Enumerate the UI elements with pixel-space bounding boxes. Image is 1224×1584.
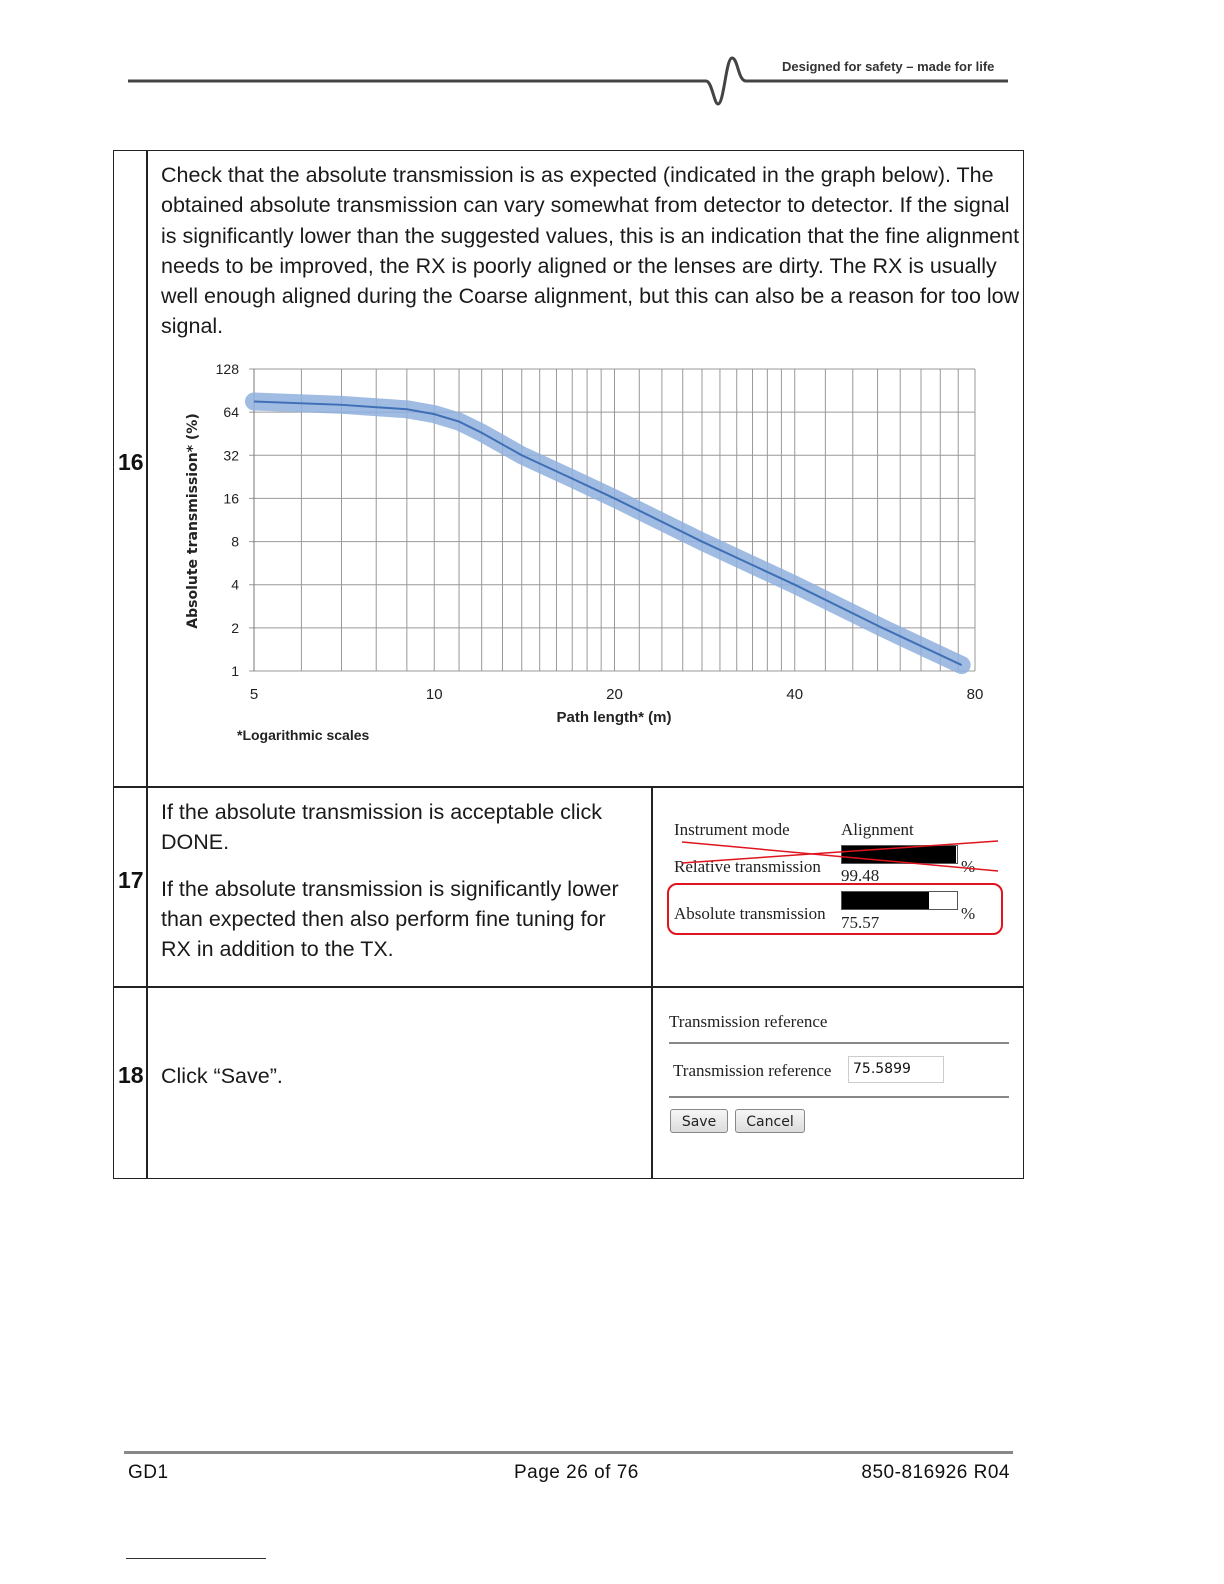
y-tick-label: 32 (223, 447, 239, 464)
scale-note: *Logarithmic scales (237, 727, 370, 743)
step-text: Click “Save”. (161, 1064, 283, 1088)
absolute-transmission-bar (841, 891, 958, 910)
footnote-rule (126, 1558, 266, 1559)
y-tick-label: 16 (223, 490, 239, 507)
relative-transmission-value: 99.48 (841, 866, 880, 885)
save-button[interactable]: Save (670, 1109, 728, 1133)
reference-field-label: Transmission reference (673, 1061, 832, 1080)
step-number: 16 (118, 449, 144, 475)
step-content-cell (146, 786, 653, 988)
series-band (254, 401, 962, 665)
x-tick-label: 20 (606, 686, 623, 703)
step-text: If the absolute transmission is significantly lower than expected then also perform fine tuning for RX in addition to the TX. (161, 876, 619, 962)
y-tick-label: 2 (231, 619, 239, 636)
step-number-cell (113, 150, 148, 788)
footer-doc-id: 850-816926 R04 (861, 1462, 1010, 1483)
absolute-transmission-value: 75.57 (841, 913, 880, 932)
step-number-cell (113, 986, 148, 1179)
transmission-reference-input[interactable]: 75.5899 (848, 1056, 944, 1083)
y-tick-label: 8 (231, 533, 239, 550)
y-tick-label: 64 (223, 404, 239, 421)
y-tick-label: 4 (231, 576, 239, 593)
x-tick-label: 5 (249, 686, 259, 703)
instrument-mode-label: Instrument mode (674, 820, 790, 839)
cancel-button[interactable]: Cancel (735, 1109, 805, 1133)
step-content-cell (146, 986, 653, 1179)
step-number: 17 (118, 867, 144, 893)
y-tick-label: 128 (215, 361, 239, 377)
header-rule (0, 0, 1224, 120)
transmission-chart (177, 356, 1017, 756)
percent-unit: % (961, 904, 976, 923)
y-axis-label: Absolute transmission* (%) (185, 413, 201, 629)
relative-transmission-label: Relative transmission (674, 857, 821, 876)
x-tick-label: 10 (425, 686, 443, 703)
x-tick-label: 40 (786, 686, 804, 703)
divider (669, 1096, 1009, 1098)
reference-screenshot (651, 986, 1024, 1179)
absolute-transmission-label: Absolute transmission (674, 904, 826, 923)
step-text: Check that the absolute transmission is as expected (indicated in the graph below). The obtained absolute transmission can vary somewhat from detector to detector. If the signal is significantly lower than the suggested values, this is an indication that the fine alignment needs to be improved, the RX is poorly aligned or the lenses are dirty. The RX is usually well enough aligned during the Coarse alignment, but this can also be a reason for too low signal. (161, 163, 1020, 339)
strikethrough-cross (652, 837, 1025, 877)
percent-unit: % (961, 857, 976, 876)
header-tagline: Designed for safety – made for life (782, 59, 995, 74)
x-tick-label: 80 (966, 686, 984, 703)
page-number: Page 26 of 76 (514, 1462, 639, 1483)
footer-rule (124, 1451, 1013, 1454)
y-tick-label: 1 (231, 663, 239, 679)
step-text: If the absolute transmission is acceptable click DONE. (161, 800, 602, 855)
footer-doc-name: GD1 (128, 1462, 169, 1483)
x-axis-label: Path length* (m) (556, 709, 672, 726)
status-screenshot (651, 786, 1024, 988)
series-line (254, 401, 962, 665)
instrument-mode-value: Alignment (841, 820, 914, 839)
reference-title: Transmission reference (669, 1012, 828, 1031)
step-number-cell (113, 786, 148, 988)
step-text-group (161, 797, 641, 964)
step-content-cell (146, 150, 1024, 788)
step-number: 18 (118, 1062, 144, 1088)
divider (669, 1042, 1009, 1044)
